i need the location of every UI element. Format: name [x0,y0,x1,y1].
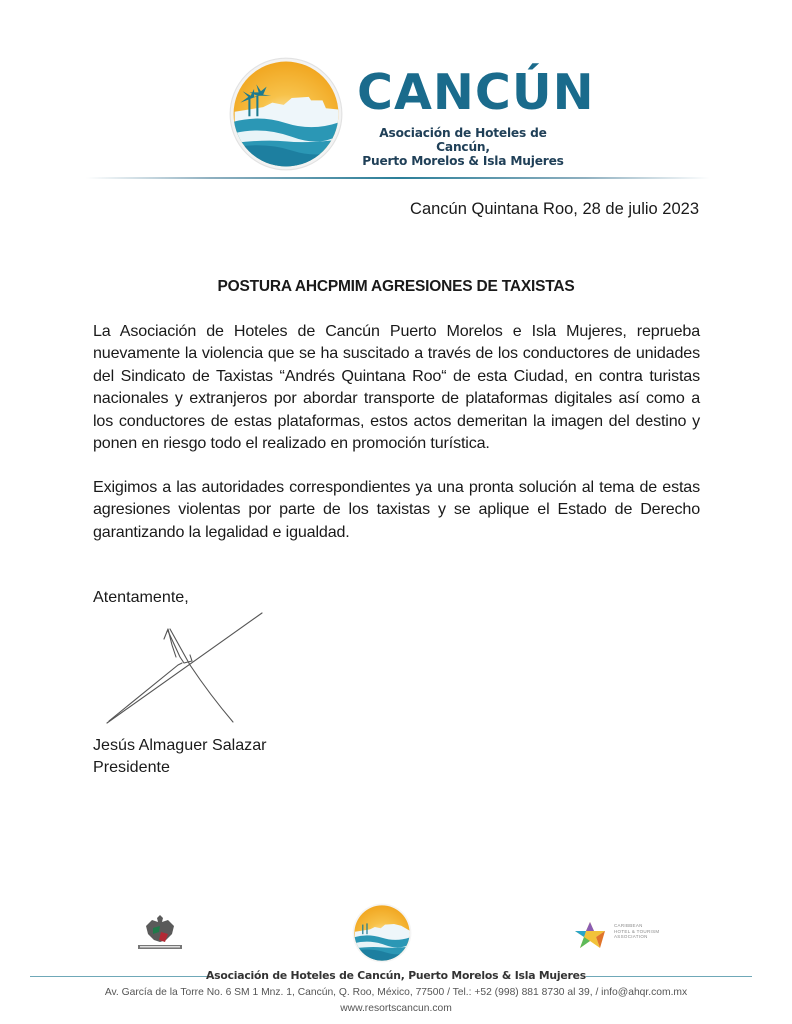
paragraph-2: Exigimos a las autoridades correspondientes ya una pronta solución al tema de estas agresiones violentas por parte de los taxistas y se aplique el Estado de Derecho garantizando la legalidad e igualdad. [93,478,700,541]
signature [100,605,270,730]
paragraph-1: La Asociación de Hoteles de Cancún Puerto Morelos e Isla Mujeres, reprueba nuevamente la violencia que se ha suscitado a través de los conductores de unidades del Sindicato de Taxistas “Andrés Quintana Roo“ de esta Ciudad, en contra turistas nacionales y extranjeros por abordar transporte de plataformas digitales así como a los conductores de estas plataformas, estos actos demeritan la imagen del destino y ponen en riesgo todo el realizado en promoción turística. [93,322,700,453]
caribbean-star-icon [572,920,608,950]
letter-title: POSTURA AHCPMIM AGRESIONES DE TAXISTAS [217,278,575,295]
caribbean-logo-text: CARIBBEAN HOTEL & TOURISM ASSOCIATION [614,923,660,939]
closing: Atentamente, [93,588,189,606]
footer-org-name: Asociación de Hoteles de Cancún, Puerto Morelos & Isla Mujeres [205,969,587,982]
cancun-logo-emblem [229,57,343,171]
signer-block [93,734,267,779]
signer-title: Presidente [93,758,170,777]
brand-subtitle-line1: Asociación de Hoteles de Cancún, [379,126,547,154]
footer-website: www.resortscancun.com [340,1003,452,1014]
signer-name: Jesús Almaguer Salazar [93,736,267,754]
brand-subtitle-line2: Puerto Morelos & Isla Mujeres [362,154,564,168]
date-line: Cancún Quintana Roo, 28 de julio 2023 [410,200,699,218]
mexican-crest-icon [135,912,185,954]
footer-address: Av. García de la Torre No. 6 SM 1 Mnz. 1, Cancún, Q. Roo, México, 77500 / Tel.: +52 (998) 881 8730 al 39, / info@ahqr.com.mx [104,987,688,998]
brand-name: CANCÚN [357,64,595,121]
caribbean-hotel-association-logo [572,920,672,950]
footer-cancun-emblem [352,903,412,963]
header-divider [86,177,710,179]
brand-subtitle [358,126,568,168]
